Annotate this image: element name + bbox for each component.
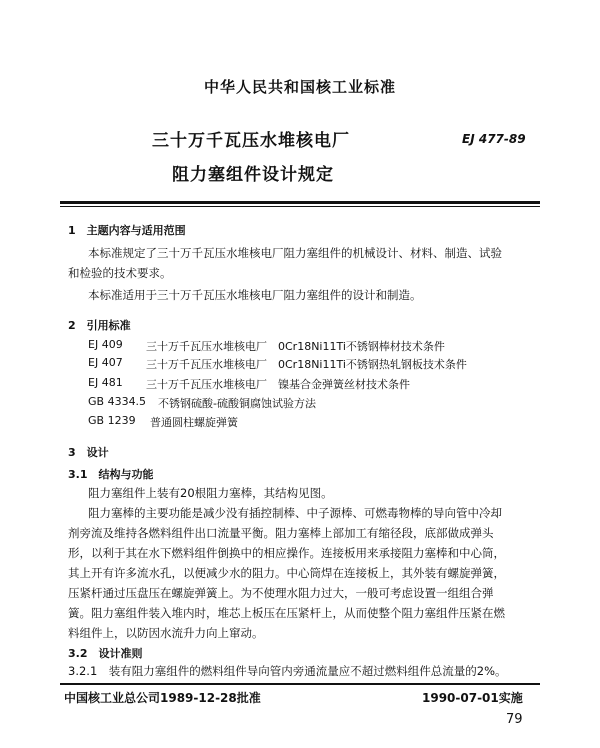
- header-rule-thick: [60, 201, 540, 204]
- ref-code: EJ 409: [88, 338, 123, 351]
- body-line: 形，以利于其在水下燃料组件倒换中的相应操作。连接板用来承接阻力塞棒和中心筒，: [68, 546, 505, 560]
- effective-date: 1990-07-01实施: [422, 691, 523, 705]
- approval-date: 中国核工业总公司1989-12-28批准: [64, 691, 261, 705]
- ref-code: EJ 407: [88, 356, 123, 369]
- section-3-heading: 3 设计: [68, 446, 109, 459]
- body-line: 其上开有许多流水孔，以便减少水的阻力。中心筒焊在连接板上，其外装有螺旋弹簧，: [68, 566, 505, 580]
- ref-text: 三十万千瓦压水堆核电厂 镍基合金弹簧丝材技术条件: [146, 378, 410, 391]
- ref-text: 不锈钢硫酸-硫酸铜腐蚀试验方法: [158, 397, 316, 410]
- ref-text: 三十万千瓦压水堆核电厂 0Cr18Ni11Ti不锈钢热轧钢板技术条件: [146, 358, 467, 371]
- body-line: 簧。阻力塞组件装入堆内时，堆芯上板压在压紧杆上，从而使整个阻力塞组件压紧在燃: [68, 606, 505, 620]
- ref-text: 三十万千瓦压水堆核电厂 0Cr18Ni11Ti不锈钢棒材技术条件: [146, 340, 445, 353]
- ref-text: 普通圆柱螺旋弹簧: [150, 416, 238, 429]
- standard-code: EJ 477-89: [462, 132, 526, 146]
- body-line: 剂旁流及维持各燃料组件出口流量平衡。阻力塞棒上部加工有缩径段，底部做成弹头: [68, 526, 494, 540]
- title-line-2: 阻力塞组件设计规定: [172, 165, 334, 185]
- section-1-p1-line2: 和检验的技术要求。: [68, 266, 172, 280]
- section-2-heading: 2 引用标准: [68, 319, 131, 332]
- section-1-p1-line1: 本标准规定了三十万千瓦压水堆核电厂阻力塞组件的机械设计、材料、制造、试验: [88, 246, 502, 260]
- section-3-1-heading: 3.1 结构与功能: [68, 468, 154, 481]
- header-rule-thin: [60, 206, 540, 207]
- body-line: 压紧杆通过压盘压在螺旋弹簧上。为不使理水阻力过大，一般可考虑设置一组组合弹: [68, 586, 494, 600]
- ref-code: GB 1239: [88, 414, 136, 427]
- ref-code: GB 4334.5: [88, 395, 147, 408]
- ref-code: EJ 481: [88, 376, 123, 389]
- footer-rule: [60, 683, 540, 685]
- title-line-1: 三十万千瓦压水堆核电厂: [152, 131, 350, 151]
- page-number: 79: [506, 712, 523, 727]
- section-1-heading: 1 主题内容与适用范围: [68, 224, 186, 237]
- body-line: 阻力塞组件上装有20根阻力塞棒，其结构见图。: [88, 486, 333, 500]
- standard-type: 中华人民共和国核工业标准: [203, 78, 396, 96]
- section-3-2-heading: 3.2 设计准则: [68, 647, 143, 660]
- section-1-p2: 本标准适用于三十万千瓦压水堆核电厂阻力塞组件的设计和制造。: [88, 288, 422, 302]
- body-line: 料组件上，以防因水流升力向上窜动。: [68, 626, 264, 640]
- section-3-2-1-text: 3.2.1 装有阻力塞组件的燃料组件导向管内旁通流量应不超过燃料组件总流量的2%。: [68, 664, 507, 678]
- body-line: 阻力塞棒的主要功能是减少没有插控制棒、中子源棒、可燃毒物棒的导向管中冷却: [88, 506, 502, 520]
